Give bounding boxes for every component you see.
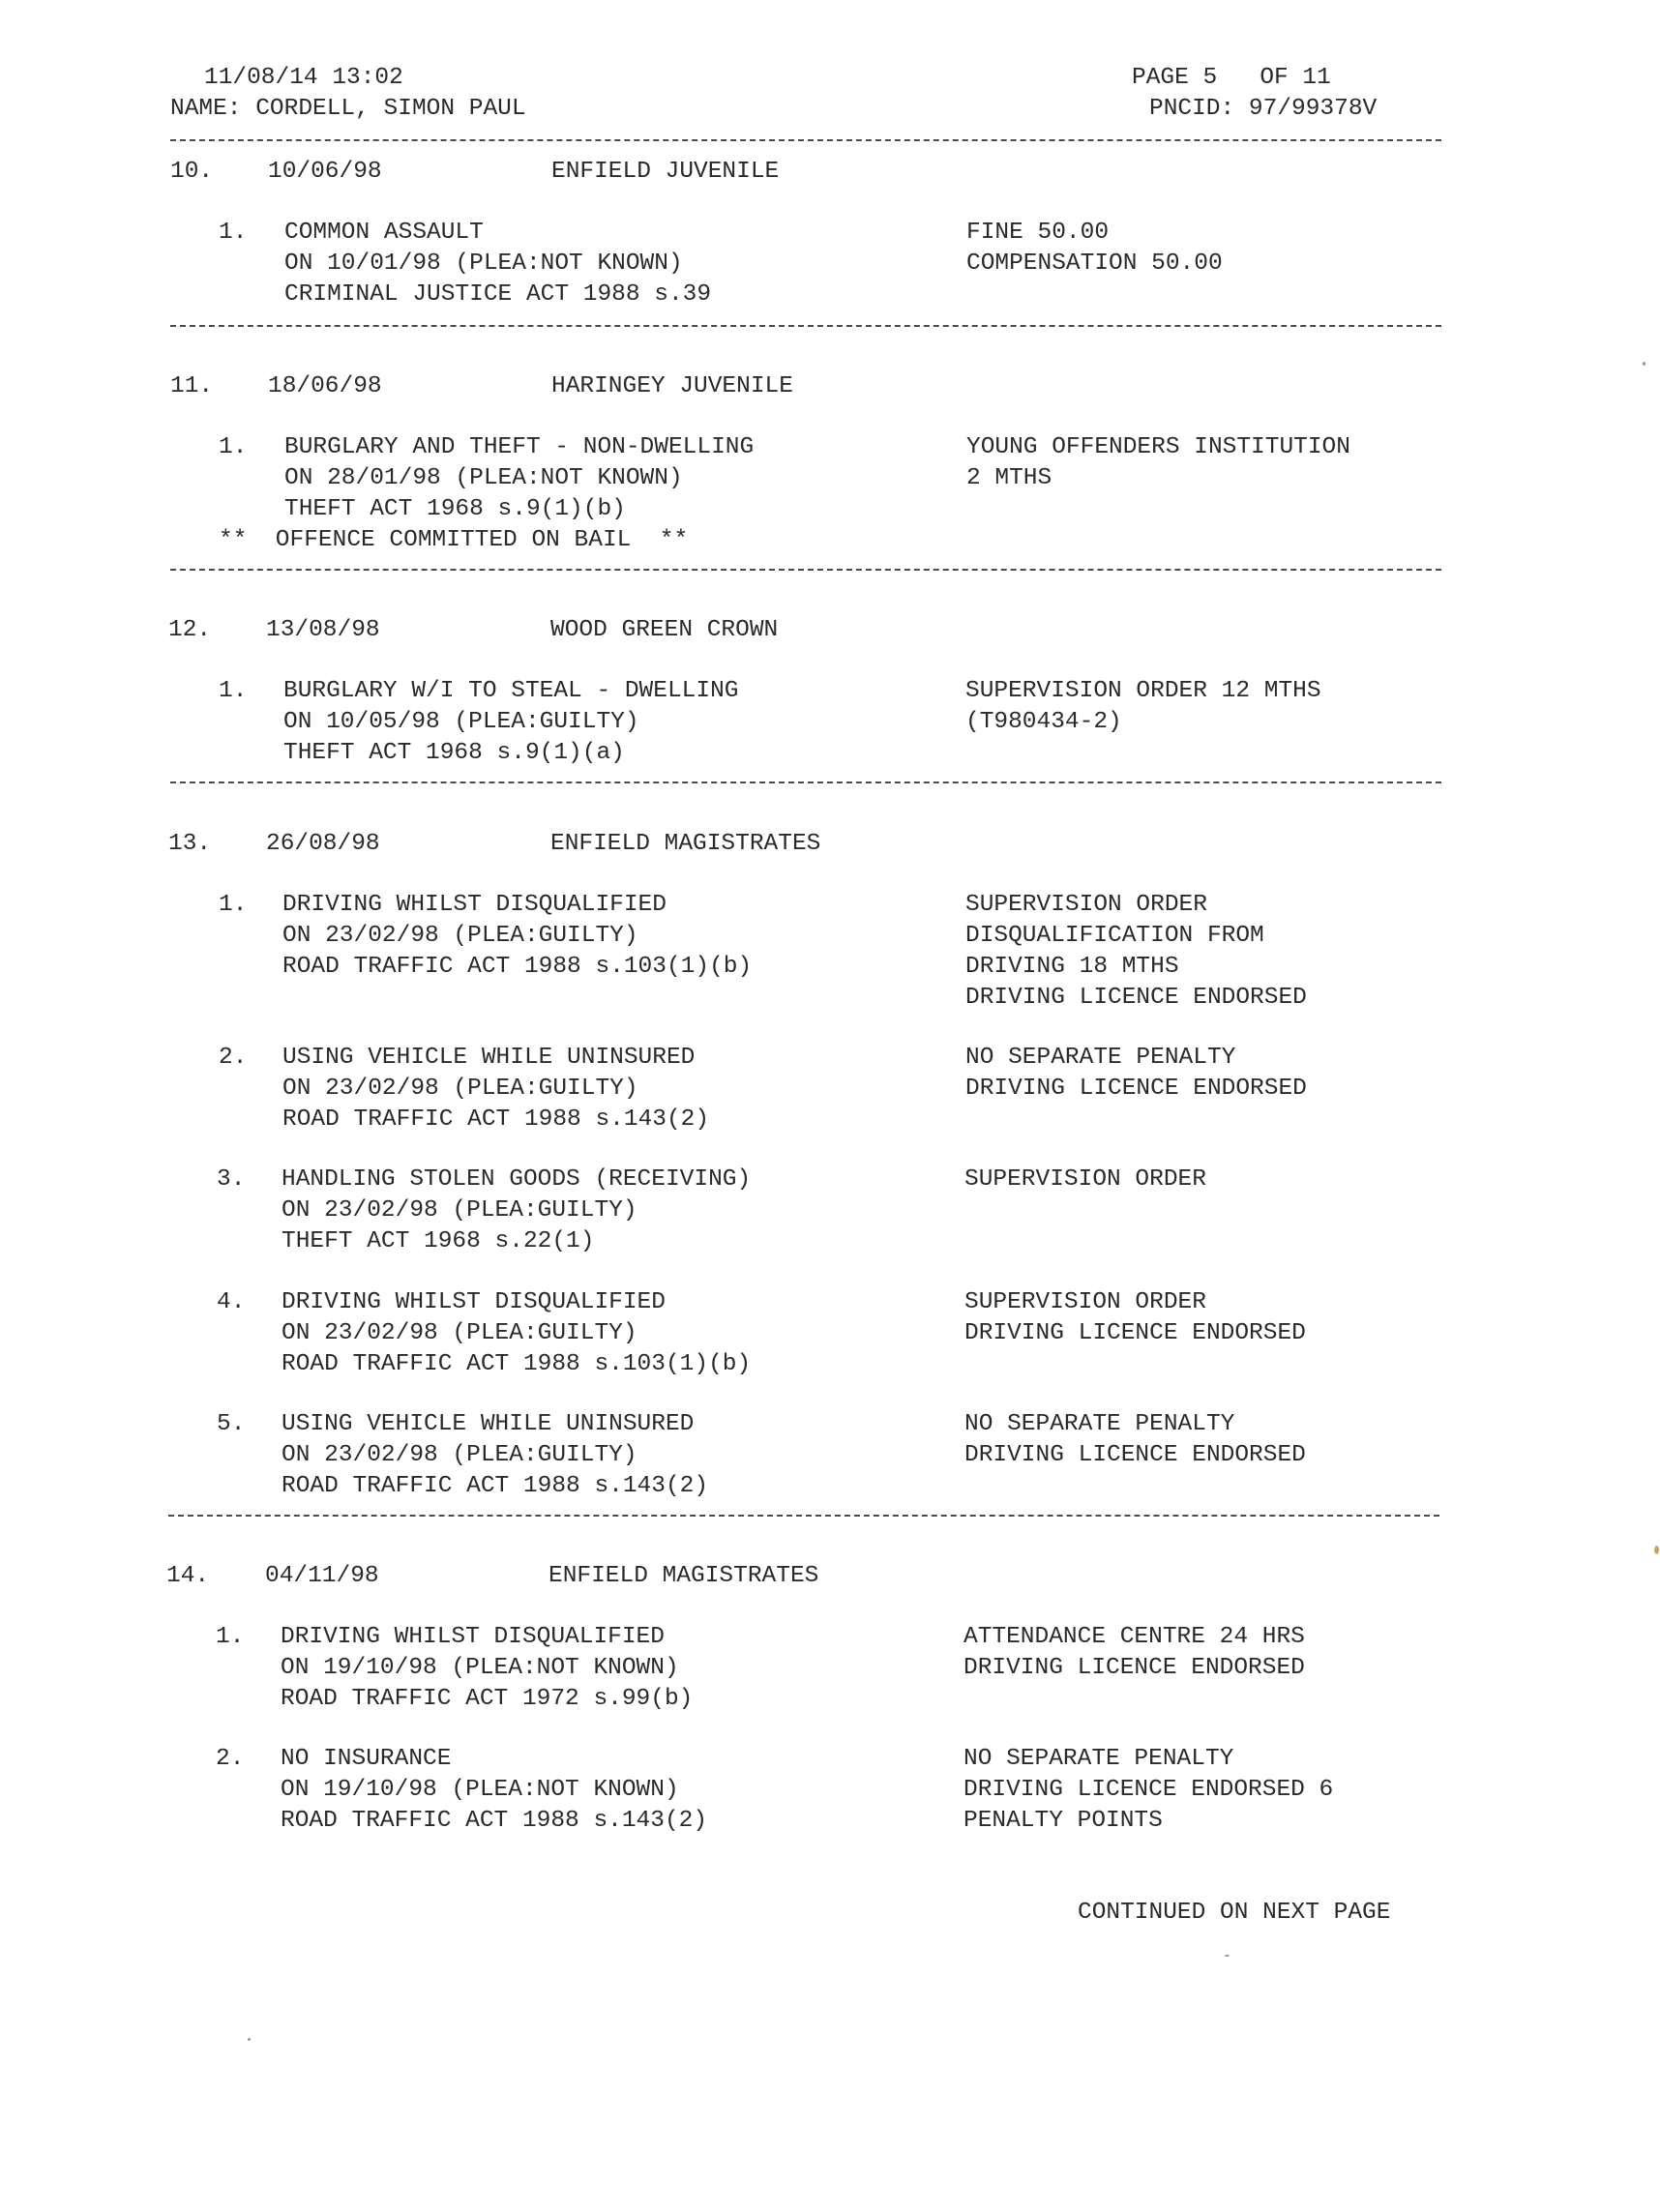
entry-number: 12. — [168, 617, 212, 643]
offence-date-plea: ON 23/02/98 (PLEA:GUILTY) — [282, 923, 638, 949]
offence-description: COMMON ASSAULT — [284, 220, 484, 246]
offence-number: 4. — [217, 1289, 246, 1315]
offence-legislation: THEFT ACT 1968 s.9(1)(a) — [283, 740, 625, 766]
offence-outcome: SUPERVISION ORDER — [964, 1166, 1206, 1193]
entry-number: 13. — [168, 831, 212, 857]
offence-outcome: DRIVING LICENCE ENDORSED — [964, 1320, 1306, 1346]
scan-speck — [1654, 1546, 1659, 1554]
offence-outcome: NO SEPARATE PENALTY — [965, 1045, 1236, 1071]
offence-outcome: SUPERVISION ORDER — [964, 1289, 1206, 1315]
offence-outcome: SUPERVISION ORDER 12 MTHS — [965, 678, 1321, 704]
separator-rule — [170, 782, 1441, 783]
offence-date-plea: ON 23/02/98 (PLEA:GUILTY) — [282, 1320, 637, 1346]
offence-outcome: (T980434-2) — [965, 709, 1122, 735]
entry-court: WOOD GREEN CROWN — [550, 617, 779, 643]
offence-outcome: DISQUALIFICATION FROM — [965, 923, 1264, 949]
offence-number: 2. — [219, 1045, 248, 1071]
offence-number: 2. — [216, 1746, 245, 1772]
entry-court: ENFIELD MAGISTRATES — [548, 1563, 819, 1589]
offence-date-plea: ON 10/05/98 (PLEA:GUILTY) — [283, 709, 639, 735]
separator-rule — [168, 1515, 1439, 1517]
entry-court: HARINGEY JUVENILE — [551, 373, 793, 399]
offence-number: 1. — [219, 892, 248, 918]
offence-legislation: ROAD TRAFFIC ACT 1988 s.103(1)(b) — [282, 1351, 752, 1377]
offence-date-plea: ON 23/02/98 (PLEA:GUILTY) — [282, 1076, 638, 1102]
offence-legislation: THEFT ACT 1968 s.22(1) — [282, 1228, 595, 1254]
offence-legislation: ROAD TRAFFIC ACT 1988 s.143(2) — [282, 1106, 710, 1133]
offence-number: 3. — [217, 1166, 246, 1193]
entry-court: ENFIELD MAGISTRATES — [550, 831, 821, 857]
offence-number: 1. — [219, 678, 248, 704]
offence-outcome: DRIVING LICENCE ENDORSED 6 — [963, 1777, 1334, 1803]
offence-outcome: DRIVING 18 MTHS — [965, 954, 1179, 980]
separator-rule — [170, 325, 1441, 327]
offence-date-plea: ON 23/02/98 (PLEA:GUILTY) — [282, 1442, 637, 1468]
bail-note: ** OFFENCE COMMITTED ON BAIL ** — [219, 527, 689, 553]
offence-outcome: DRIVING LICENCE ENDORSED — [965, 1076, 1307, 1102]
offence-legislation: ROAD TRAFFIC ACT 1988 s.103(1)(b) — [282, 954, 753, 980]
offence-outcome: DRIVING LICENCE ENDORSED — [964, 1442, 1306, 1468]
entry-date: 26/08/98 — [266, 831, 380, 857]
offence-outcome: NO SEPARATE PENALTY — [964, 1411, 1235, 1437]
offence-date-plea: ON 23/02/98 (PLEA:GUILTY) — [282, 1197, 637, 1224]
offence-description: DRIVING WHILST DISQUALIFIED — [282, 892, 667, 918]
offence-date-plea: ON 19/10/98 (PLEA:NOT KNOWN) — [281, 1777, 679, 1803]
offence-outcome: FINE 50.00 — [966, 220, 1110, 246]
offence-description: USING VEHICLE WHILE UNINSURED — [282, 1045, 696, 1071]
offence-outcome: DRIVING LICENCE ENDORSED — [963, 1655, 1305, 1681]
entry-number: 10. — [170, 159, 214, 185]
offence-number: 1. — [219, 220, 248, 246]
scan-speck — [1225, 1955, 1230, 1957]
offence-description: BURGLARY AND THEFT - NON-DWELLING — [284, 434, 755, 460]
subject-name: NAME: CORDELL, SIMON PAUL — [170, 96, 526, 122]
offence-description: HANDLING STOLEN GOODS (RECEIVING) — [282, 1166, 752, 1193]
scan-speck — [248, 2038, 251, 2041]
offence-outcome: PENALTY POINTS — [963, 1808, 1163, 1834]
offence-date-plea: ON 19/10/98 (PLEA:NOT KNOWN) — [281, 1655, 679, 1681]
offence-outcome: SUPERVISION ORDER — [965, 892, 1207, 918]
offence-legislation: ROAD TRAFFIC ACT 1988 s.143(2) — [281, 1808, 708, 1834]
offence-legislation: ROAD TRAFFIC ACT 1972 s.99(b) — [281, 1686, 694, 1712]
continued-note: CONTINUED ON NEXT PAGE — [1078, 1900, 1391, 1926]
offence-outcome: DRIVING LICENCE ENDORSED — [965, 985, 1307, 1011]
offence-description: USING VEHICLE WHILE UNINSURED — [282, 1411, 695, 1437]
entry-number: 14. — [166, 1563, 210, 1589]
offence-description: NO INSURANCE — [281, 1746, 452, 1772]
print-datetime: 11/08/14 13:02 — [204, 65, 403, 91]
offence-legislation: ROAD TRAFFIC ACT 1988 s.143(2) — [282, 1473, 709, 1499]
offence-legislation: THEFT ACT 1968 s.9(1)(b) — [284, 496, 626, 522]
offence-outcome: YOUNG OFFENDERS INSTITUTION — [966, 434, 1350, 460]
entry-date: 13/08/98 — [266, 617, 380, 643]
page-number: PAGE 5 OF 11 — [1132, 65, 1331, 91]
separator-rule — [170, 139, 1441, 141]
entry-court: ENFIELD JUVENILE — [551, 159, 780, 185]
offence-outcome: NO SEPARATE PENALTY — [963, 1746, 1234, 1772]
offence-legislation: CRIMINAL JUSTICE ACT 1988 s.39 — [284, 281, 712, 308]
pnc-id: PNCID: 97/99378V — [1149, 96, 1378, 122]
scan-speck — [1643, 362, 1645, 366]
offence-outcome: ATTENDANCE CENTRE 24 HRS — [963, 1624, 1305, 1650]
offence-number: 5. — [217, 1411, 246, 1437]
offence-outcome: COMPENSATION 50.00 — [966, 251, 1223, 277]
offence-number: 1. — [219, 434, 248, 460]
offence-date-plea: ON 10/01/98 (PLEA:NOT KNOWN) — [284, 251, 683, 277]
entry-date: 18/06/98 — [268, 373, 382, 399]
separator-rule — [170, 569, 1441, 571]
offence-description: DRIVING WHILST DISQUALIFIED — [281, 1624, 665, 1650]
offence-description: BURGLARY W/I TO STEAL - DWELLING — [283, 678, 739, 704]
entry-number: 11. — [170, 373, 214, 399]
entry-date: 10/06/98 — [268, 159, 382, 185]
offence-number: 1. — [216, 1624, 245, 1650]
offence-outcome: 2 MTHS — [966, 465, 1052, 491]
entry-date: 04/11/98 — [265, 1563, 379, 1589]
offence-description: DRIVING WHILST DISQUALIFIED — [282, 1289, 666, 1315]
offence-date-plea: ON 28/01/98 (PLEA:NOT KNOWN) — [284, 465, 683, 491]
